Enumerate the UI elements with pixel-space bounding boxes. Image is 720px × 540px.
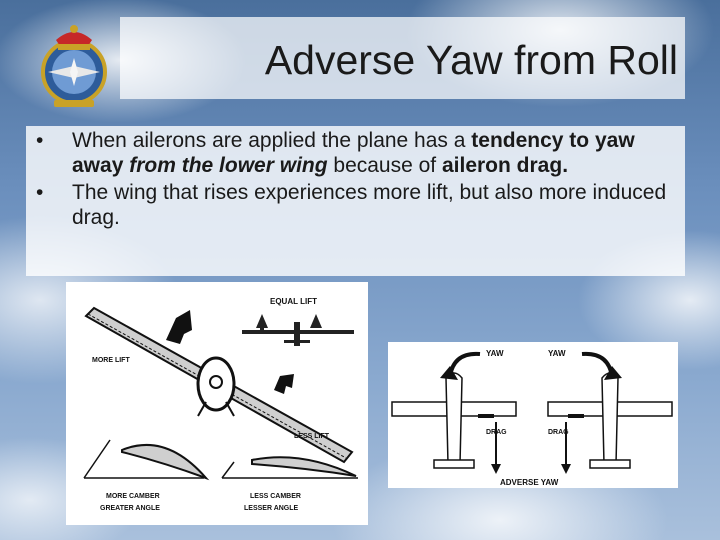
drag-right-label: DRAG (548, 429, 569, 436)
drag-left-label: DRAG (486, 429, 507, 436)
bullet-list (36, 128, 676, 232)
roll-lift-diagram (66, 282, 368, 525)
bullet-bold: . (562, 154, 569, 177)
bullet-dot-icon: • (36, 129, 44, 152)
caption-left-line2: GREATER ANGLE (100, 505, 160, 512)
bullet-text: The wing that rises experiences more lift, but also more induced drag. (72, 181, 667, 229)
yaw-right-label: YAW (548, 349, 566, 358)
bullet-item (36, 180, 676, 230)
bullet-bold: tendency to yaw away (72, 129, 635, 177)
bullet-bold-italic: from the lower wing (129, 154, 328, 177)
caption-right-line1: LESS CAMBER (250, 493, 301, 500)
less-lift-label: LESS LIFT (294, 433, 329, 440)
equal-lift-label: EQUAL LIFT (270, 297, 317, 306)
slide-title: Adverse Yaw from Roll (264, 37, 678, 83)
bullet-text: When ailerons are applied the plane has a (72, 129, 472, 152)
more-lift-label: MORE LIFT (92, 357, 130, 364)
adverse-yaw-caption: ADVERSE YAW (500, 478, 559, 487)
caption-right-line2: LESSER ANGLE (244, 505, 299, 512)
air-force-crest-icon (34, 22, 114, 108)
yaw-left-label: YAW (486, 349, 504, 358)
bullet-item (36, 128, 676, 178)
caption-left-line1: MORE CAMBER (106, 493, 160, 500)
adverse-yaw-diagram (388, 342, 678, 488)
bullet-text: because of (327, 154, 442, 177)
bullet-dot-icon: • (36, 181, 44, 204)
bullet-bold: aileron drag (441, 154, 563, 177)
